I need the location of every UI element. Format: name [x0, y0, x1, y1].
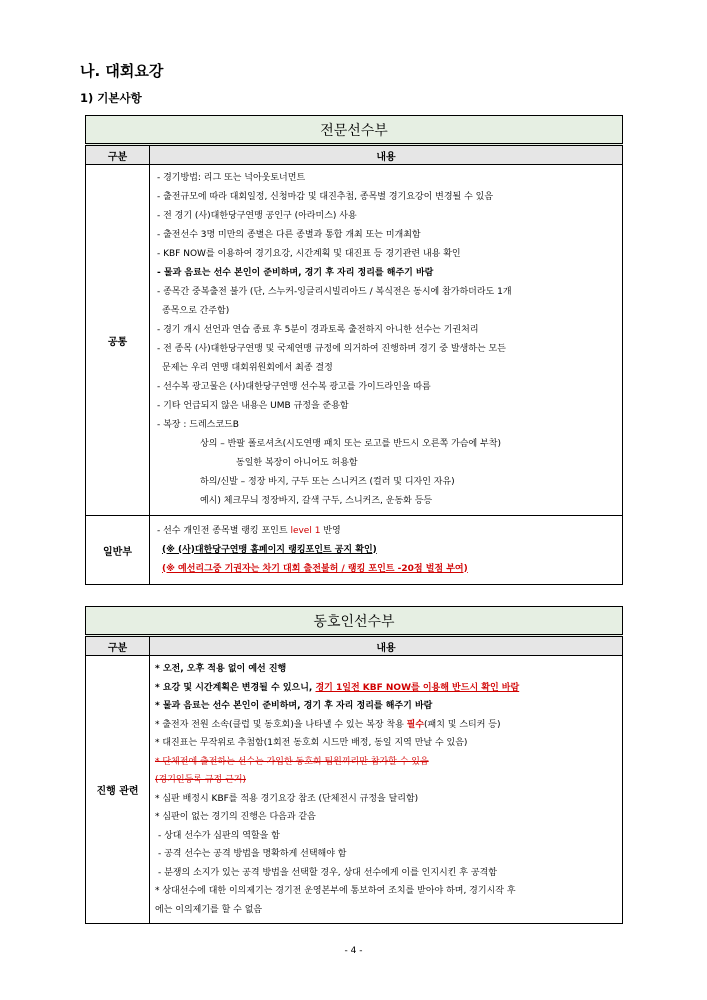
subsection-heading: 1) 기본사항: [80, 91, 142, 105]
common-line: 동일한 복장이 아니어도 허용함: [236, 458, 358, 468]
common-line: 하의/신발 – 정장 바지, 구두 또는 스니커즈 (컬러 및 디자인 자유): [200, 477, 455, 487]
operation-label: 진행 관련: [86, 656, 150, 924]
operation-line: - 분쟁의 소지가 있는 공격 방법을 선택할 경우, 상대 선수에게 이를 인지시킨 후 공격함: [158, 867, 497, 878]
page-number: - 4 -: [344, 946, 363, 956]
common-line: 예시) 체크무늬 정장바지, 갈색 구두, 스니커즈, 운동화 등등: [200, 496, 433, 506]
content-header: 내용: [150, 636, 623, 656]
operation-line: 에는 이의제기를 할 수 없음: [155, 904, 263, 915]
operation-line: - 공격 선수는 공격 방법을 명확하게 선택해야 함: [158, 849, 347, 859]
pro-division-table: [85, 115, 623, 585]
operation-line: * 요강 및 시간계획은 변경될 수 있으니, 경기 1일전 KBF NOW를 이용해 반드시 확인 바람: [155, 682, 520, 693]
general-line: - 선수 개인전 종목별 랭킹 포인트 level 1 반영: [157, 525, 341, 536]
pro-division-title: 전문선수부: [86, 116, 623, 145]
general-line: (※ 예선리그중 기권자는 차기 대회 출전불허 / 랭킹 포인트 -20점 벌점 부여): [162, 563, 468, 574]
operation-content: [150, 656, 623, 924]
operation-line: * 상대선수에 대한 이의제기는 경기전 운영본부에 통보하여 조치를 받아야 하며, 경기시작 후: [155, 886, 516, 896]
general-label: 일반부: [86, 516, 150, 585]
common-line: - KBF NOW를 이용하여 경기요강, 시간계획 및 대진표 등 경기관련 내용 확인: [157, 249, 461, 259]
operation-line: * 심판 배정시 KBF를 적용 경기요강 참조 (단체전시 규정을 달리함): [155, 793, 419, 804]
common-line: - 경기방법: 리그 또는 넉아웃토너먼트: [157, 173, 306, 183]
section-heading: 나. 대회요강: [80, 62, 164, 80]
common-line: 종목으로 간주함): [162, 306, 230, 316]
common-line: - 물과 음료는 선수 본인이 준비하며, 경기 후 자리 정리를 해주기 바람: [157, 268, 434, 278]
operation-line: * 심판이 없는 경기의 진행은 다음과 같음: [155, 812, 316, 822]
operation-line: * 물과 음료는 선수 본인이 준비하며, 경기 후 자리 정리를 해주기 바람: [155, 701, 433, 711]
common-line: 문제는 우리 연맹 대회위원회에서 최종 결정: [162, 363, 333, 373]
common-line: - 출전선수 3명 미만의 종별은 다른 종별과 통합 개최 또는 미개최함: [157, 230, 421, 240]
common-line: - 복장 : 드레스코드B: [157, 420, 239, 430]
general-content: [150, 516, 623, 585]
common-line: - 출전규모에 따라 대회일정, 신청마감 및 대진추첨, 종목별 경기요강이 변경될 수 있음: [157, 192, 494, 202]
general-line: (※ (사)대한당구연맹 홈페이지 랭킹포인트 공지 확인): [162, 544, 377, 555]
operation-line: * 단체전에 출전하는 선수는 가입한 동호회 팀원끼리만 참가할 수 있음: [155, 756, 429, 767]
common-line: - 종목간 중복출전 불가 (단, 스누커-잉글리시빌리아드 / 복식전은 동시에 참가하더라도 1개: [157, 287, 512, 297]
operation-line: * 오전, 오후 적용 없이 예선 진행: [155, 664, 287, 674]
operation-line: * 대진표는 무작위로 추첨함(1회전 동호회 시드만 배정, 동일 지역 만날 수 있음): [155, 738, 468, 748]
common-content: [150, 165, 623, 516]
common-line: - 기타 언급되지 않은 내용은 UMB 규정을 준용함: [157, 401, 349, 411]
kbf-now-notice: 경기 1일전 KBF NOW를 이용해 반드시 확인 바람: [315, 682, 520, 693]
common-line: - 선수복 광고물은 (사)대한당구연맹 선수복 광고를 가이드라인을 따름: [157, 382, 431, 392]
category-header: 구분: [86, 145, 150, 165]
content-header: 내용: [150, 145, 623, 165]
operation-line: - 상대 선수가 심판의 역할을 함: [158, 830, 280, 841]
common-line: - 전 경기 (사)대한당구연맹 공인구 (아라미스) 사용: [157, 211, 357, 221]
common-line: - 전 종목 (사)대한당구연맹 및 국제연맹 규정에 의거하여 진행하며 경기 중 발생하는 모든: [157, 344, 506, 354]
operation-line: * 출전자 전원 소속(클럽 및 동호회)을 나타낼 수 있는 복장 착용 필수(패치 및 스티커 등): [155, 719, 501, 730]
common-line: - 경기 개시 선언과 연습 종료 후 5분이 경과토록 출전하지 아니한 선수는 기권처리: [157, 325, 479, 335]
category-header: 구분: [86, 636, 150, 656]
common-line: 상의 – 반팔 폴로셔츠(시도연맹 패치 또는 로고를 반드시 오른쪽 가슴에 부착): [200, 439, 501, 449]
required-mark: 필수: [406, 719, 425, 730]
common-label: 공통: [86, 165, 150, 516]
operation-line: (경기인등록 규정 근거): [155, 775, 246, 785]
amateur-division-title: 동호인선수부: [86, 607, 623, 636]
amateur-division-table: [85, 606, 623, 924]
ranking-level: level 1: [290, 525, 321, 536]
